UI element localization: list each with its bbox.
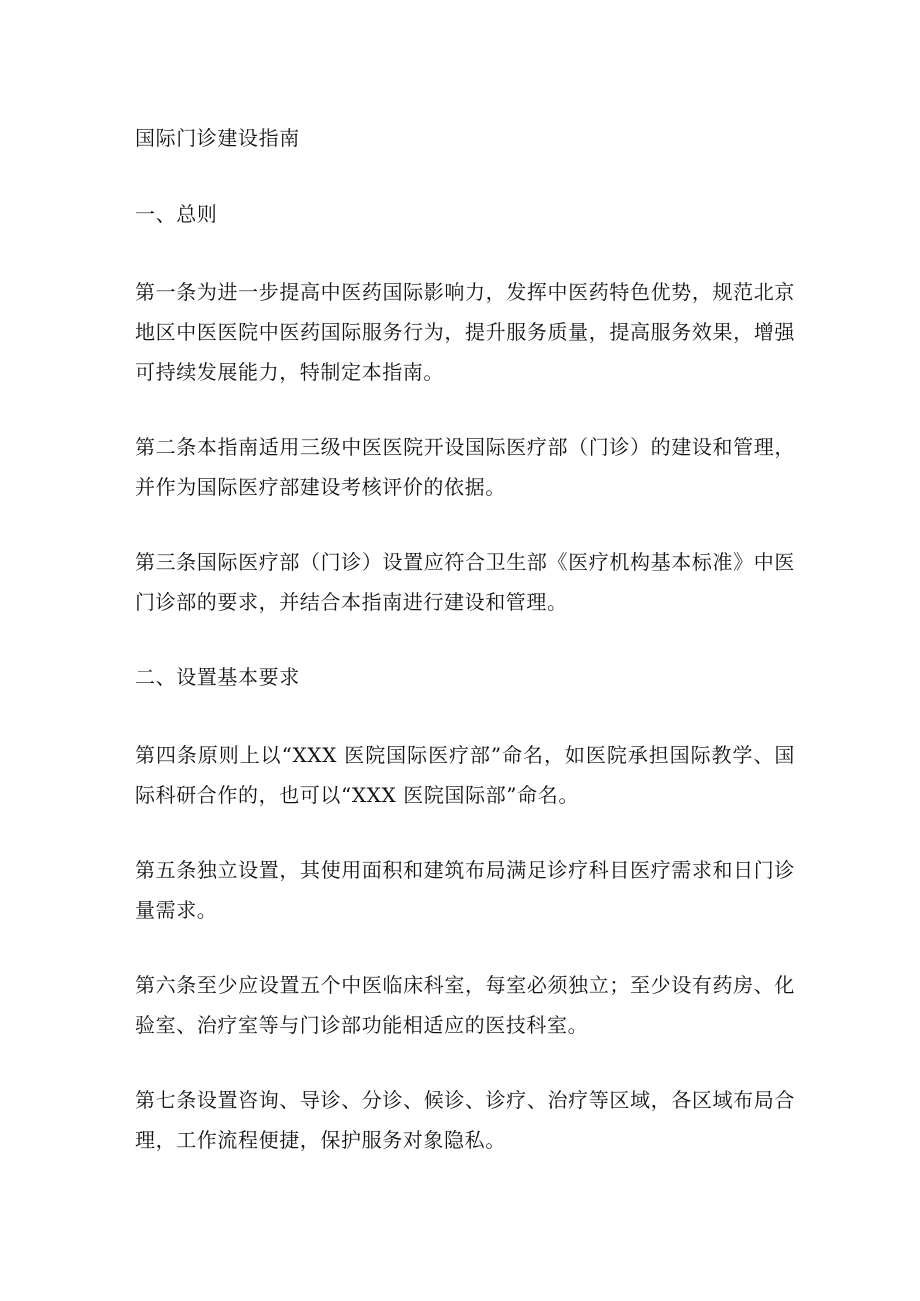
section-heading-general: 一、总则 bbox=[135, 202, 218, 226]
article-4: 第四条原则上以“XXX 医院国际医疗部”命名，如医院承担国际教学、国际科研合作的，也可以“XXX 医院国际部”命名。 bbox=[135, 743, 795, 807]
article-5: 第五条独立设置，其使用面积和建筑布局满足诊疗科目医疗需求和日门诊量需求。 bbox=[135, 858, 795, 922]
article-3: 第三条国际医疗部（门诊）设置应符合卫生部《医疗机构基本标准》中医门诊部的要求，并结合本指南进行建设和管理。 bbox=[135, 550, 795, 614]
document-page bbox=[135, 118, 795, 1195]
article-7: 第七条设置咨询、导诊、分诊、候诊、诊疗、治疗等区域，各区域布局合理，工作流程便捷，保护服务对象隐私。 bbox=[135, 1088, 795, 1152]
document-title: 国际门诊建设指南 bbox=[135, 126, 300, 150]
article-6: 第六条至少应设置五个中医临床科室，每室必须独立；至少设有药房、化验室、治疗室等与门诊部功能相适应的医技科室。 bbox=[135, 973, 795, 1037]
section-heading-basic-requirements: 二、设置基本要求 bbox=[135, 665, 300, 689]
article-2: 第二条本指南适用三级中医医院开设国际医疗部（门诊）的建设和管理，并作为国际医疗部建设考核评价的依据。 bbox=[135, 435, 795, 499]
article-1: 第一条为进一步提高中医药国际影响力，发挥中医药特色优势，规范北京地区中医医院中医药国际服务行为，提升服务质量，提高服务效果，增强可持续发展能力，特制定本指南。 bbox=[135, 280, 795, 384]
